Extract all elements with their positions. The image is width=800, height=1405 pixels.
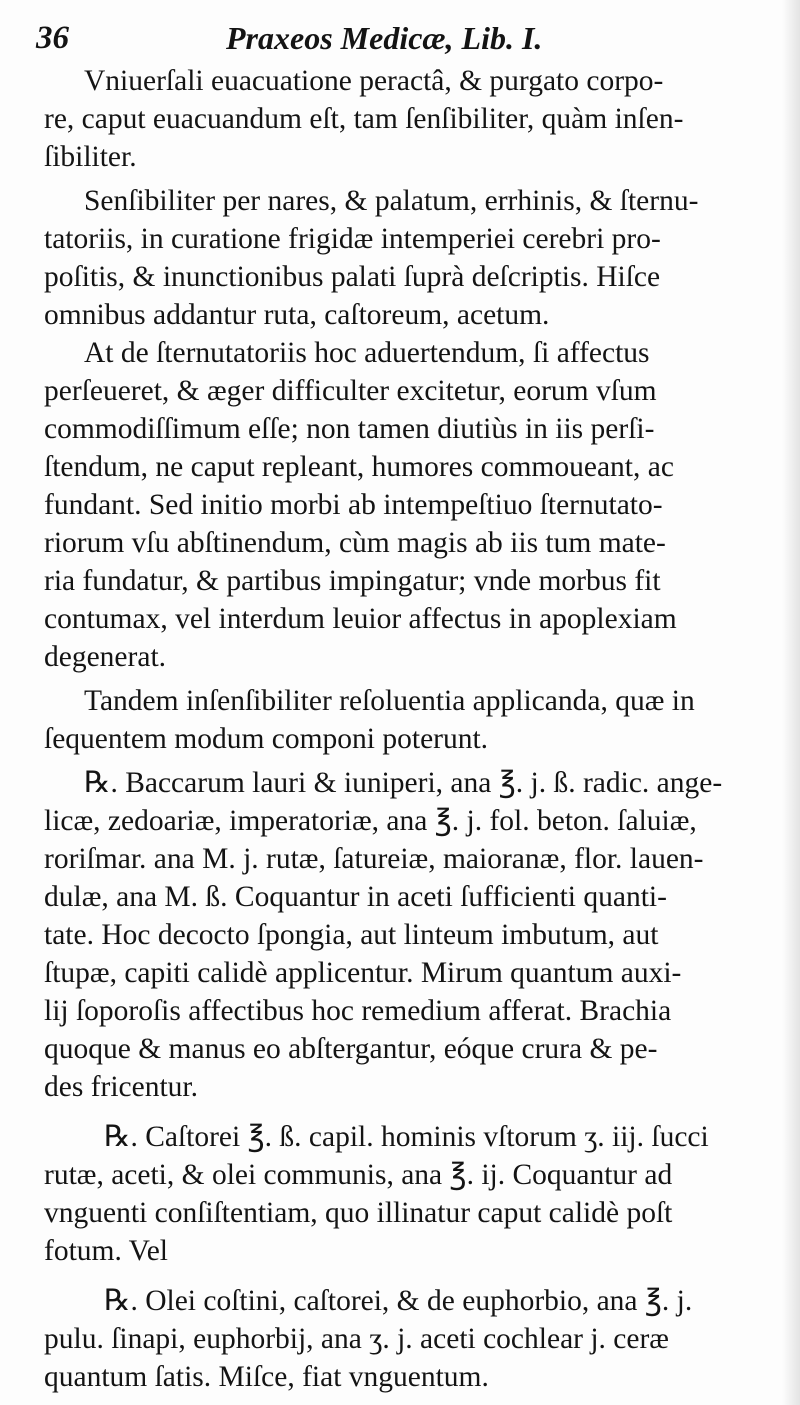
text-line: ſequentem modum componi poterunt. xyxy=(44,723,489,755)
recipe-line: des fricentur. xyxy=(44,1071,198,1103)
text-line: tatoriis, in curatione frigidæ intemperiei cerebri pro- xyxy=(44,223,661,255)
text-line: degenerat. xyxy=(44,641,167,673)
recipe-line: ℞. Olei coſtini, caſtorei, & de euphorbio, ana ℥. j. xyxy=(104,1285,693,1317)
recipe-line: tate. Hoc decocto ſpongia, aut linteum imbutum, aut xyxy=(44,919,659,951)
text-line: Senſibiliter per nares, & palatum, errhinis, & ſternu- xyxy=(84,185,699,217)
text-line: poſitis, & inunctionibus palati ſuprà deſcriptis. Hiſce xyxy=(44,261,661,293)
text-line: omnibus addantur ruta, caſtoreum, acetum. xyxy=(44,299,550,331)
text-line: ſibiliter. xyxy=(44,141,137,173)
text-line: riorum vſu abſtinendum, cùm magis ab iis tum mate- xyxy=(44,527,666,559)
text-line: ria fundatur, & partibus impingatur; vnde morbus fit xyxy=(44,565,661,597)
recipe-line: vnguenti conſiſtentiam, quo illinatur caput calidè poſt xyxy=(44,1197,673,1229)
recipe-line: dulæ, ana M. ß. Coquantur in aceti ſufficienti quanti- xyxy=(44,881,667,913)
recipe-line: licæ, zedoariæ, imperatoriæ, ana ℥. j. fol. beton. ſaluiæ, xyxy=(44,805,697,837)
page-number: 36 xyxy=(36,20,69,56)
running-title: Praxeos Medicæ, Lib. I. xyxy=(226,20,543,56)
recipe-line: quoque & manus eo abſtergantur, eóque crura & pe- xyxy=(44,1033,658,1065)
body-text xyxy=(44,62,796,1396)
text-line: contumax, vel interdum leuior affectus in apoplexiam xyxy=(44,603,677,635)
recipe-line: lij ſoporoſis affectibus hoc remedium afferat. Brachia xyxy=(44,995,672,1027)
recipe-line: fotum. Vel xyxy=(44,1235,169,1267)
recipe-line: pulu. ſinapi, euphorbij, ana ʒ. j. aceti cochlear j. ceræ xyxy=(44,1323,669,1355)
recipe-line: rutæ, aceti, & olei communis, ana ℥. ij. Coquantur ad xyxy=(44,1159,673,1191)
recipe-line: roriſmar. ana M. j. rutæ, ſatureiæ, maioranæ, flor. lauen- xyxy=(44,843,704,875)
text-line: perſeueret, & æger difficulter excitetur, eorum vſum xyxy=(44,375,657,407)
text-line: ſtendum, ne caput repleant, humores commoueant, ac xyxy=(44,451,674,483)
recipe-line: ℞. Caſtorei ℥. ß. capil. hominis vſtorum ʒ. iij. ſucci xyxy=(104,1121,709,1153)
recipe-line: ſtupæ, capiti calidè applicentur. Mirum quantum auxi- xyxy=(44,957,682,989)
text-line: At de ſternutatoriis hoc aduertendum, ſi affectus xyxy=(84,337,650,369)
text-line: fundant. Sed initio morbi ab intempeſtiuo ſternutato- xyxy=(44,489,663,521)
text-line: re, caput euacuandum eſt, tam ſenſibiliter, quàm inſen- xyxy=(44,103,684,135)
recipe-line: ℞. Baccarum lauri & iuniperi, ana ℥. j. ß. radic. ange- xyxy=(84,767,723,799)
text-line: commodiſſimum eſſe; non tamen diutiùs in iis perſi- xyxy=(44,413,655,445)
text-line: Tandem inſenſibiliter reſoluentia applicanda, quæ in xyxy=(84,685,695,717)
recipe-line: quantum ſatis. Miſce, fiat vnguentum. xyxy=(44,1361,489,1393)
page-header xyxy=(36,18,616,62)
text-line: Vniuerſali euacuatione peractâ, & purgato corpo- xyxy=(84,65,664,97)
